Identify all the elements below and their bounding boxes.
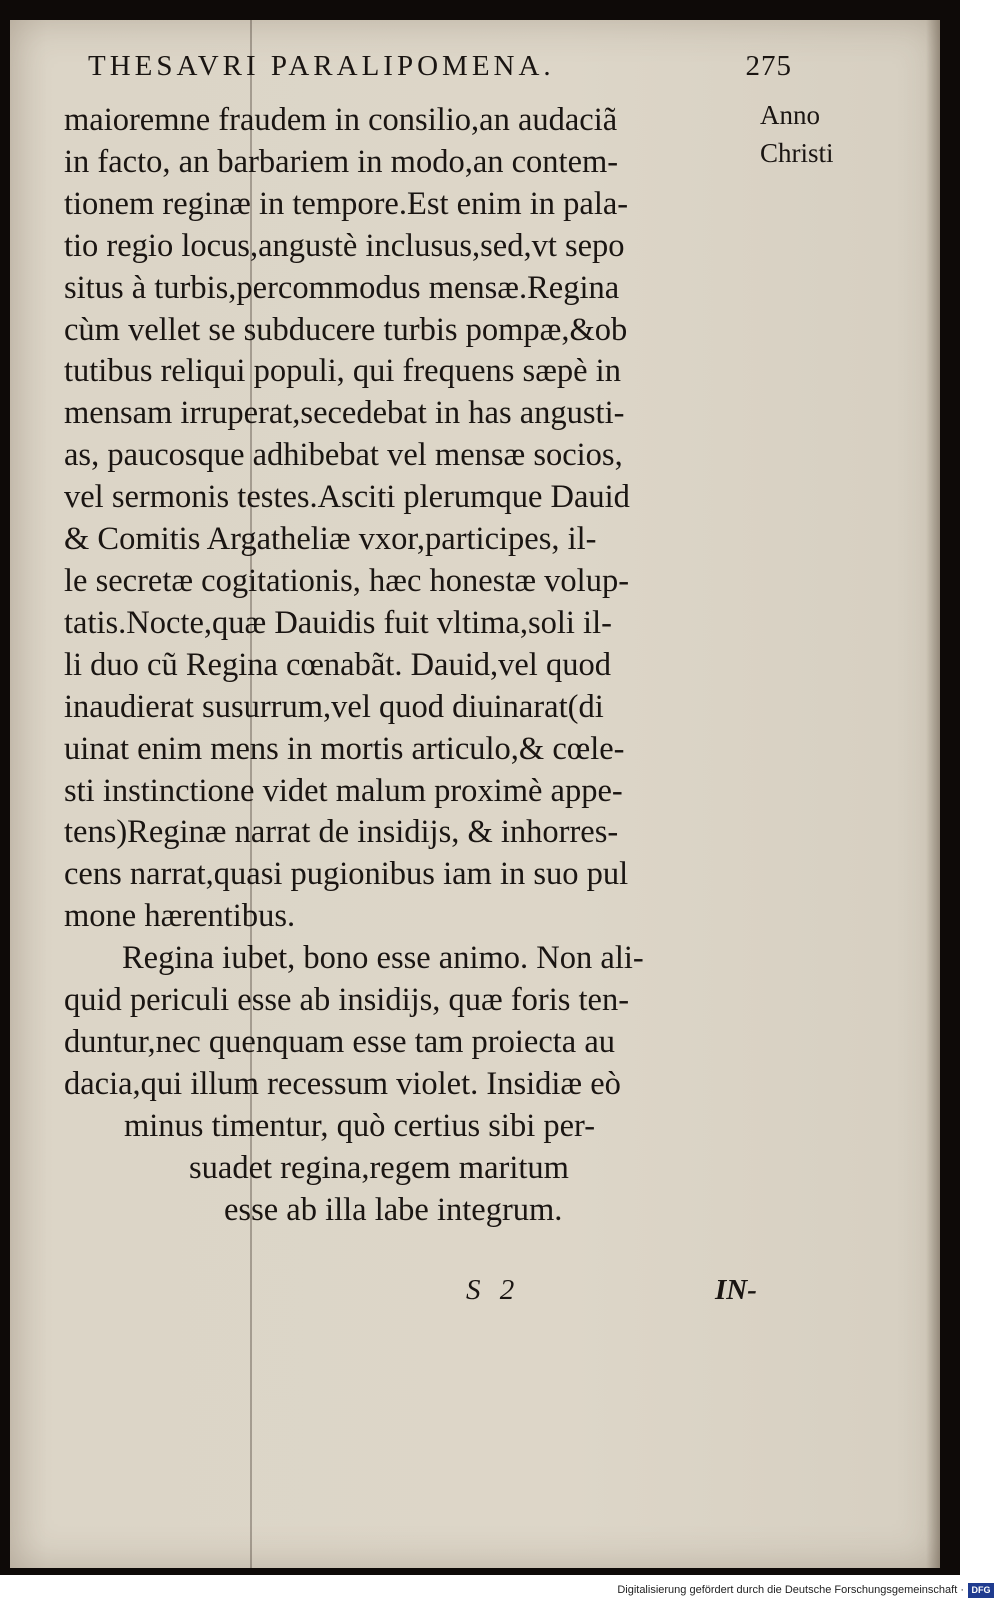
margin-note — [760, 96, 870, 172]
running-head — [88, 50, 792, 83]
catchword: IN- — [715, 1274, 757, 1306]
text-line: maioremne fraudem in consilio,an audaciã — [64, 102, 618, 138]
text-line: cens narrat,quasi pugionibus iam in suo pul — [64, 856, 629, 893]
text-line: Regina iubet, bono esse animo. Non ali- — [122, 940, 644, 977]
margin-note-line: Anno — [760, 100, 820, 130]
credit-text: Digitalisierung gefördert durch die Deutsche Forschungsgemeinschaft · — [617, 1584, 964, 1596]
text-line: uinat enim mens in mortis articulo,& cœle- — [64, 730, 625, 767]
running-title: THESAVRI PARALIPOMENA. — [88, 50, 555, 82]
page-number: 275 — [745, 50, 792, 82]
text-line: situs à turbis,percommodus mensæ.Regina — [64, 269, 620, 306]
text-line: esse ab illa labe integrum. — [224, 1191, 563, 1228]
text-line: suadet regina,regem maritum — [189, 1149, 569, 1186]
text-line: in facto, an barbariem in modo,an contem- — [64, 143, 619, 180]
text-line: tio regio locus,angustè inclusus,sed,vt sepo — [64, 227, 625, 264]
text-line: minus timentur, quò certius sibi per- — [124, 1107, 596, 1144]
text-line: mensam irruperat,secedebat in has angusti- — [64, 395, 625, 432]
text-line: li duo cũ Regina cœnabãt. Dauid,vel quod — [64, 646, 611, 683]
text-line: tatis.Nocte,quæ Dauidis fuit vltima,soli il- — [64, 604, 612, 641]
text-line: mone hærentibus. — [64, 898, 296, 935]
text-line: inaudierat susurrum,vel quod diuinarat(di — [64, 688, 604, 725]
text-line: tionem reginæ in tempore.Est enim in pala- — [64, 185, 629, 222]
margin-note-line: Christi — [760, 138, 834, 168]
page-edge-shadow — [926, 20, 940, 1568]
text-line: tens)Reginæ narrat de insidijs, & inhorres- — [64, 814, 619, 851]
signature-mark: S 2 — [466, 1274, 521, 1306]
text-line: cùm vellet se subducere turbis pompæ,&ob — [64, 311, 628, 348]
text-line: & Comitis Argatheliæ vxor,participes, il- — [64, 521, 597, 558]
text-line: dacia,qui illum recessum violet. Insidiæ eò — [64, 1065, 621, 1102]
text-line: as, paucosque adhibebat vel mensæ socios, — [64, 437, 623, 474]
dfg-logo: DFG — [968, 1583, 994, 1598]
text-line: vel sermonis testes.Asciti plerumque Dauid — [64, 479, 630, 516]
text-line: tutibus reliqui populi, qui frequens sæpè in — [64, 353, 621, 390]
text-line: le secretæ cogitationis, hæc honestæ volup- — [64, 562, 630, 599]
footer-credit — [0, 1580, 1000, 1603]
text-line: sti instinctione videt malum proximè appe- — [64, 772, 623, 809]
text-line: quid periculi esse ab insidijs, quæ foris ten- — [64, 982, 630, 1019]
main-text — [64, 100, 764, 1231]
text-line: duntur,nec quenquam esse tam proiecta au — [64, 1023, 615, 1060]
